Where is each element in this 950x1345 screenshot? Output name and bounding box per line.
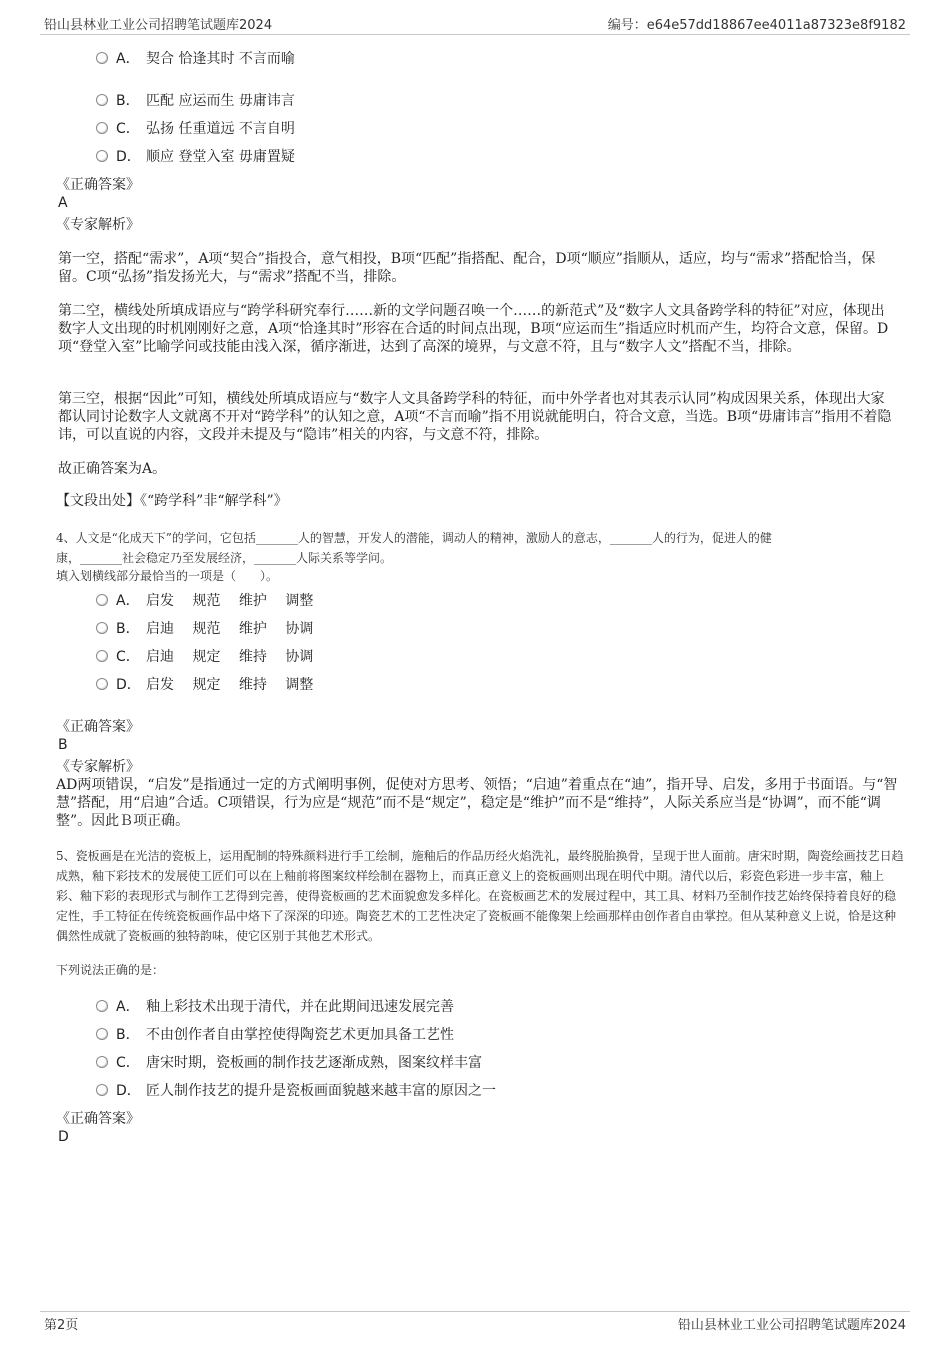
option-text: 启迪 规定 维持 协调 (146, 649, 314, 665)
q4-option-b[interactable] (96, 618, 313, 638)
q3-conclusion: 故正确答案为A。 (58, 461, 167, 477)
option-letter: C． (116, 1055, 140, 1071)
header-doc-id: 编号：e64e57dd18867ee4011a87323e8f9182 (607, 18, 906, 33)
option-text: 契合 恰逢其时 不言而喻 (146, 51, 295, 67)
option-letter: D． (116, 677, 141, 693)
option-text: 启发 规范 维护 调整 (146, 593, 314, 609)
option-text: 匹配 应运而生 毋庸讳言 (146, 93, 295, 109)
radio-icon[interactable] (96, 94, 108, 106)
q5-answer: D (58, 1129, 69, 1145)
option-text: 弘扬 任重道远 不言自明 (146, 121, 295, 137)
radio-icon[interactable] (96, 1084, 108, 1096)
option-letter: C． (116, 121, 140, 137)
q3-analysis-para-3: 第三空，根据“因此”可知，横线处所填成语应与“数字人文具备跨学科的特征，而中外学者也对其表示认同”构成因果关系，体现出大家都认同讨论数字人文就离不开对“跨学科”的认知之意，A项“不言而喻”指不用说就能明白，符合文意，当选。B项“毋庸讳言”指用不着隐讳，可以直说的内容，文段并未提及与“隐讳”相关的内容，与文意不符，排除。 (58, 391, 892, 443)
q3-answer: A (58, 195, 68, 211)
radio-icon[interactable] (96, 1056, 108, 1068)
q4-stem-line-2: 康，_______社会稳定乃至发展经济，_______人际关系等学问。 (56, 551, 393, 565)
option-letter: A． (116, 999, 140, 1015)
option-letter: A． (116, 593, 140, 609)
option-text: 釉上彩技术出现于清代，并在此期间迅速发展完善 (146, 999, 454, 1015)
radio-icon[interactable] (96, 650, 108, 662)
option-text: 唐宋时期，瓷板画的制作技艺逐渐成熟，图案纹样丰富 (146, 1055, 482, 1071)
radio-icon[interactable] (96, 1000, 108, 1012)
q4-stem-line-3: 填入划横线部分最恰当的一项是（ ）。 (56, 569, 279, 583)
q3-analysis-label: 《专家解析》 (56, 217, 140, 233)
option-text: 顺应 登堂入室 毋庸置疑 (146, 149, 295, 165)
q3-option-c[interactable] (96, 118, 295, 138)
option-letter: B． (116, 93, 140, 109)
radio-icon[interactable] (96, 594, 108, 606)
option-letter: A． (116, 51, 140, 67)
q5-option-b[interactable] (96, 1024, 454, 1044)
radio-icon[interactable] (96, 150, 108, 162)
radio-icon[interactable] (96, 122, 108, 134)
option-text: 匠人制作技艺的提升是瓷板画面貌越来越丰富的原因之一 (146, 1083, 496, 1099)
q4-stem-line-1: 4、人文是“化成天下”的学问，它包括_______人的智慧，开发人的潜能，调动人的精神，激励人的意志，_______人的行为，促进人的健 (56, 531, 772, 545)
q4-answer: B (58, 737, 68, 753)
q4-analysis-label: 《专家解析》 (56, 759, 140, 775)
footer-title: 铅山县林业工业公司招聘笔试题库2024 (677, 1318, 906, 1333)
option-letter: D． (116, 149, 141, 165)
footer-divider (40, 1311, 910, 1312)
option-text: 启迪 规范 维护 协调 (146, 621, 314, 637)
q5-option-d[interactable] (96, 1080, 496, 1100)
q5-option-c[interactable] (96, 1052, 482, 1072)
option-text: 不由创作者自由掌控使得陶瓷艺术更加具备工艺性 (146, 1027, 454, 1043)
radio-icon[interactable] (96, 622, 108, 634)
option-text: 启发 规定 维持 调整 (146, 677, 314, 693)
option-letter: C． (116, 649, 140, 665)
radio-icon[interactable] (96, 52, 108, 64)
q4-option-c[interactable] (96, 646, 313, 666)
q3-analysis-para-2: 第二空，横线处所填成语应与“跨学科研究奉行……新的文学问题召唤一个……的新范式”及“数字人文具备跨学科的特征”对应，体现出数字人文出现的时机刚刚好之意，A项“恰逢其时”形容在合适的时间点出现，B项“应运而生”指适应时机而产生，均符合文意，保留。D项“登堂入室”比喻学问或技能由浅入深，循序渐进，达到了高深的境界，与文意不符，且与“数字人文”搭配不当，排除。 (58, 303, 889, 355)
q4-analysis: AD两项错误，“启发”是指通过一定的方式阐明事例，促使对方思考、领悟；“启迪”着重点在“迪”，指开导、启发，多用于书面语。与“智慧”搭配，用“启迪”合适。C项错误，行为应是“规范”而不是“规定”，稳定是“维护”而不是“维持”，人际关系应当是“协调”，而不能“调整”。因此Ｂ项正确。 (56, 777, 898, 829)
q3-option-b[interactable] (96, 90, 295, 110)
header-divider (40, 34, 910, 35)
q5-option-a[interactable] (96, 996, 454, 1016)
option-letter: B． (116, 1027, 140, 1043)
header-title: 铅山县林业工业公司招聘笔试题库2024 (44, 18, 273, 33)
q3-option-a[interactable] (96, 48, 295, 68)
q4-option-d[interactable] (96, 674, 313, 694)
q4-option-a[interactable] (96, 590, 313, 610)
q5-answer-label: 《正确答案》 (56, 1111, 140, 1127)
q3-source: 【文段出处】《“跨学科”非“解学科”》 (56, 493, 288, 509)
q5-question: 下列说法正确的是： (56, 963, 165, 977)
q3-analysis-para-1: 第一空，搭配“需求”，A项“契合”指投合，意气相投，B项“匹配”指搭配、配合，D项“顺应”指顺从，适应，均与“需求”搭配恰当，保留。C项“弘扬”指发扬光大，与“需求”搭配不当，排除。 (58, 251, 876, 285)
q3-answer-label: 《正确答案》 (56, 177, 140, 193)
q5-passage: 5、瓷板画是在光洁的瓷板上，运用配制的特殊颜料进行手工绘制，施釉后的作品历经火焰洗礼，最终脱胎换骨，呈现于世人面前。唐宋时期，陶瓷绘画技艺日趋成熟，釉下彩技术的发展使工匠们可以在上釉前将图案纹样绘制在器物上，而真正意义上的瓷板画则出现在明代中期。清代以后，彩瓷色彩进一步丰富，釉上彩、釉下彩的表现形式与制作工艺得到完善，使得瓷板画的艺术面貌愈发多样化。在瓷板画艺术的发展过程中，其工具、材料乃至制作技艺始终保持着良好的稳定性，手工特征在传统瓷板画作品中烙下了深深的印迹。陶瓷艺术的工艺性决定了瓷板画不能像架上绘画那样由创作者自由掌控。但从某种意义上说，恰是这种偶然性成就了瓷板画的独特韵味，使它区别于其他艺术形式。 (56, 849, 904, 943)
option-letter: D． (116, 1083, 141, 1099)
q3-option-d[interactable] (96, 146, 295, 166)
radio-icon[interactable] (96, 1028, 108, 1040)
option-letter: B． (116, 621, 140, 637)
radio-icon[interactable] (96, 678, 108, 690)
q4-answer-label: 《正确答案》 (56, 719, 140, 735)
footer-page-number: 第2页 (44, 1318, 79, 1333)
